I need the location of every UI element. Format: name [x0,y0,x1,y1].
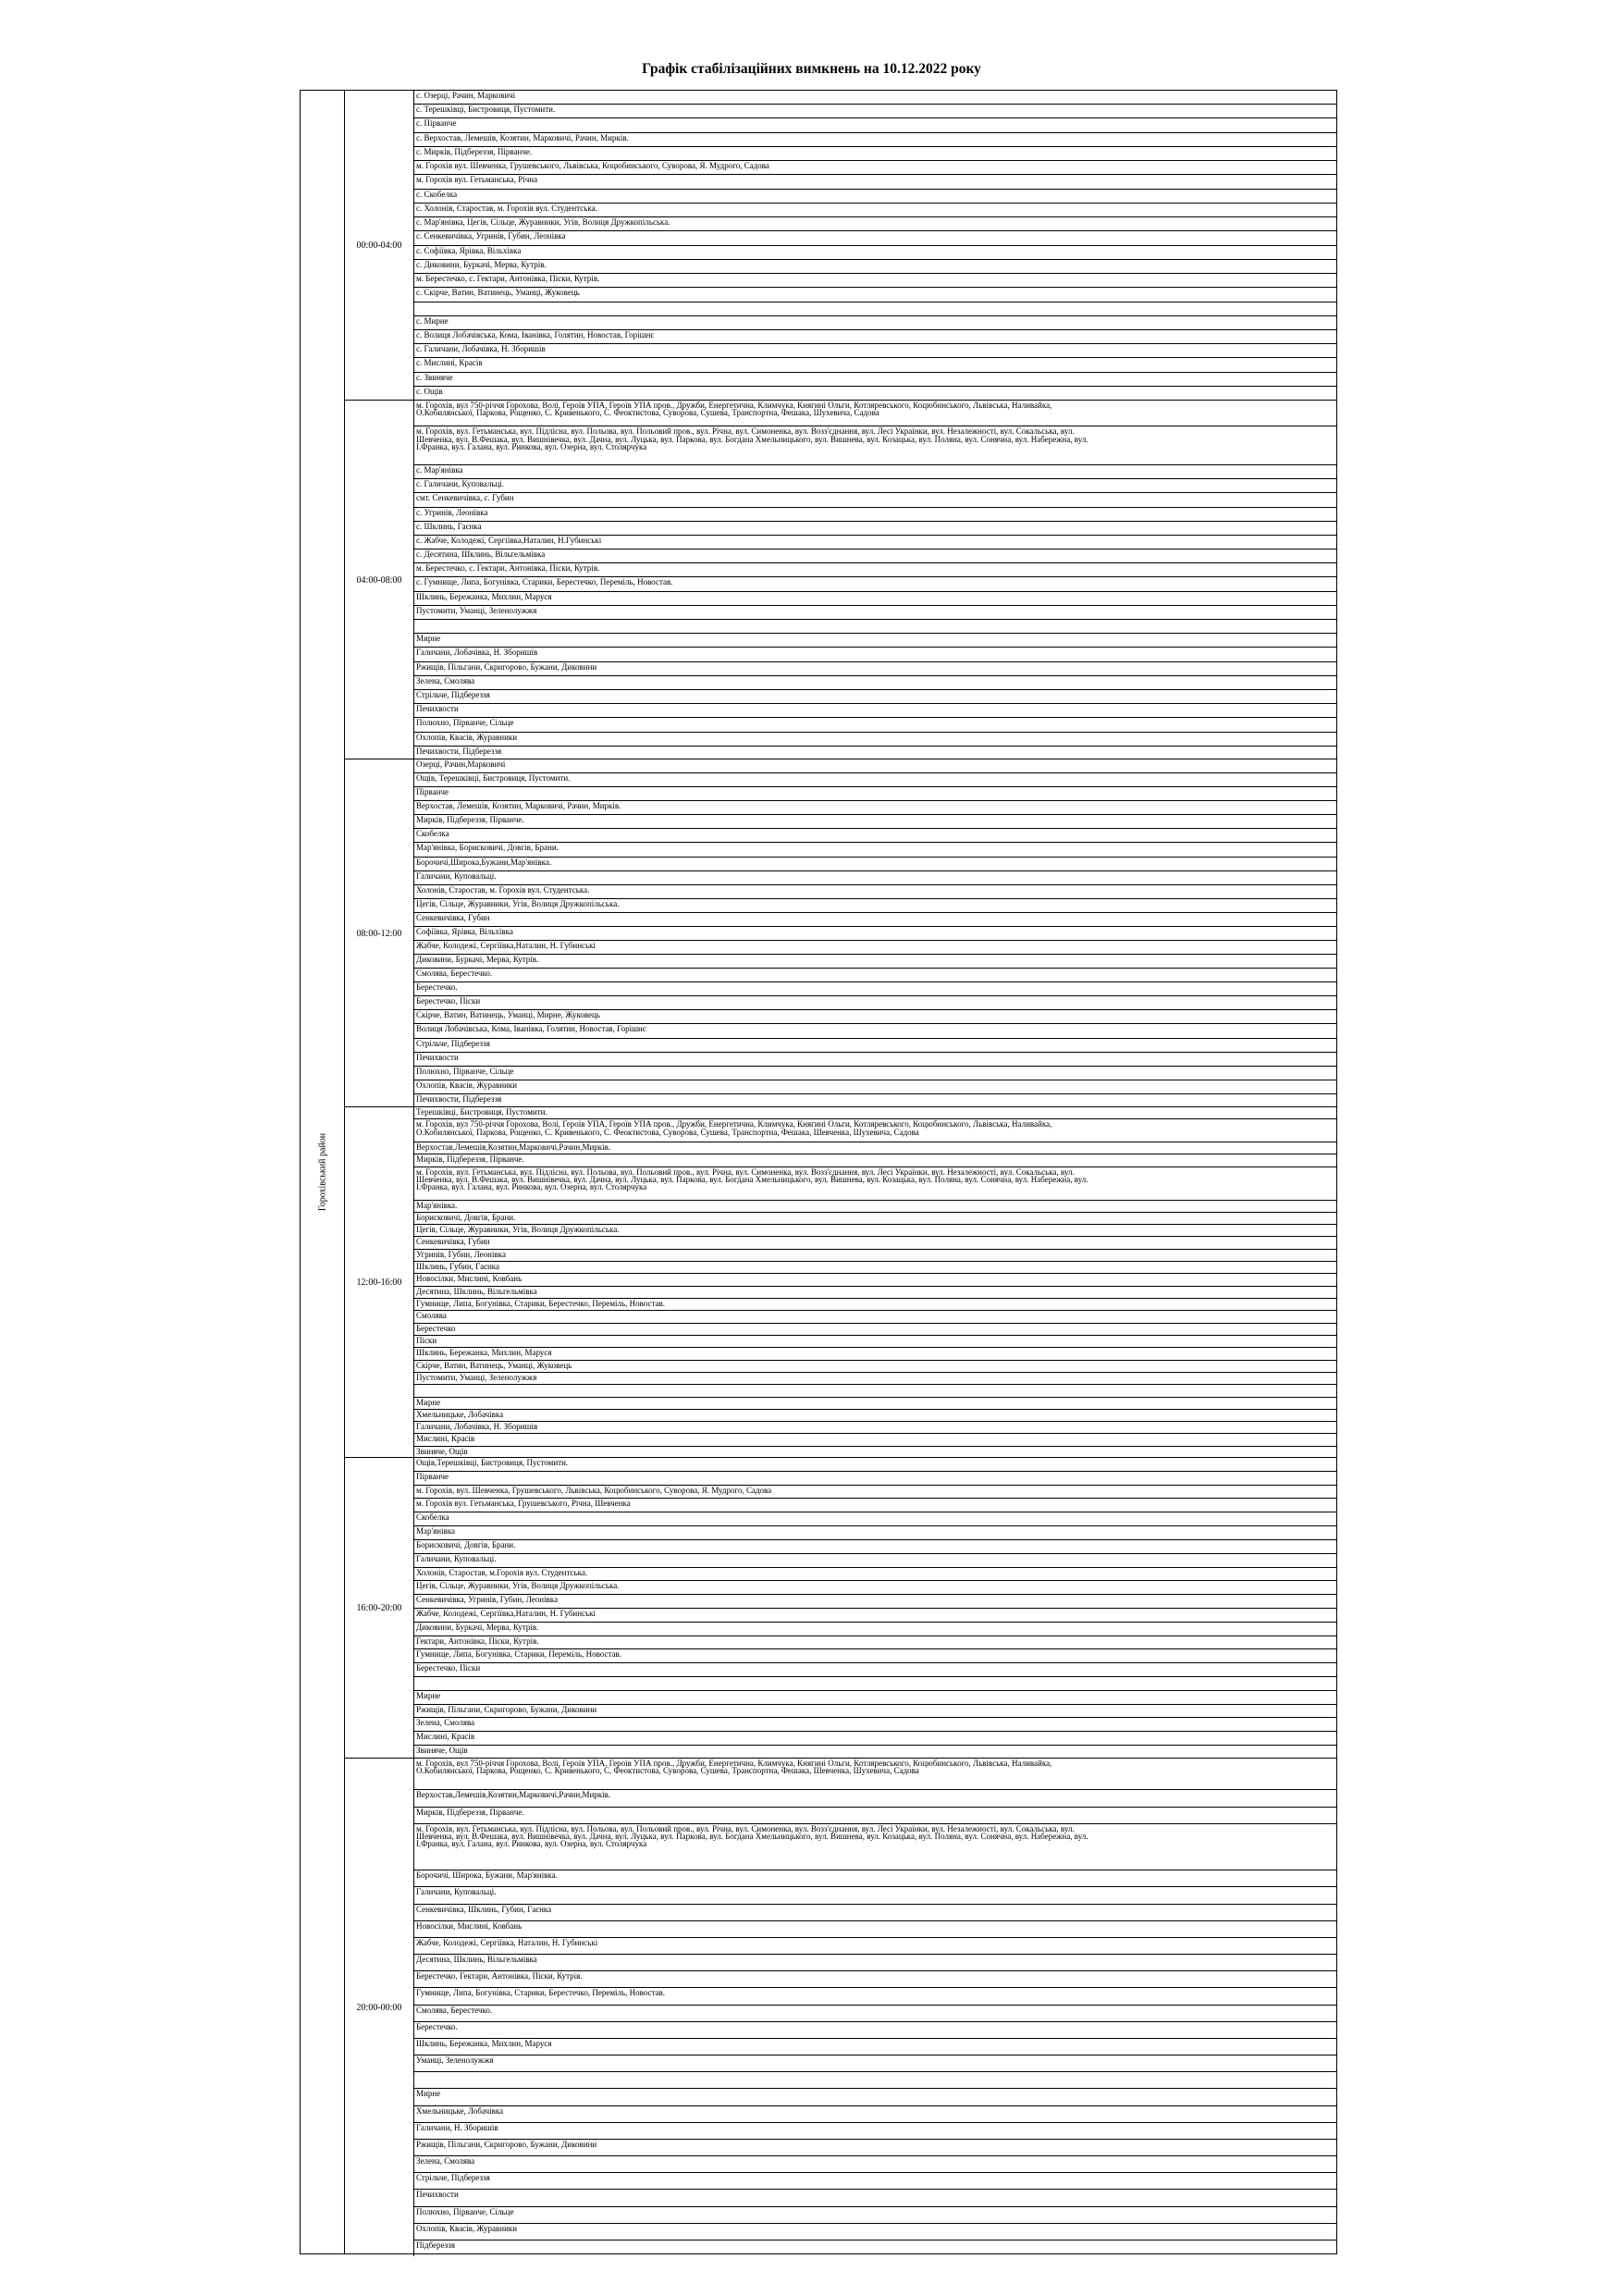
settlement-row: м. Горохів, вул 750-річчя Горохова, Волі, Героїв УПА, Героїв УПА пров., Дружби, Енергетична, Климчука, Княгині Ольги, Котляревського, Коцюбинського, Львівська, Наливайка, О.Кобилянської, Паркова, Рощенко, С. Кривенького, С. Феоктистова, Суворова, Сушева, Транспортна, Фешака, Шухевича, Садова [414,401,1336,426]
settlement-row: Угринів, Губин, Леонівка [414,1250,1336,1262]
settlement-row: Гумнище, Липа, Богунівка, Старики, Берестечко, Переміль, Новостав. [414,1988,1336,2005]
settlement-row: Мирне [414,1691,1336,1705]
settlement-row: Печихвости [414,2190,1336,2206]
settlement-row: м. Горохів вул. Шевченка, Грушевського, Львівська, Коцюбинського, Суворова, Я. Мудрого, Садова [414,161,1336,175]
settlement-row: Десятина, Шклинь, Вільгельмівка [414,1955,1336,1971]
settlement-row: Верхостав, Лемешів, Козятин, Марковичі, Рачин, Мирків. [414,801,1336,815]
settlement-row: Волиця Лобачівська, Кома, Іванівка, Голятин, Новостав, Горішнє [414,1024,1336,1038]
settlement-row: Мар'янівка. [414,1201,1336,1213]
schedule-table [300,90,1337,2254]
settlement-row: Берестечко [414,1324,1336,1336]
settlement-row: Берестечко. [414,2022,1336,2039]
settlement-row: м. Горохів вул. Гетьманська, Річна [414,175,1336,189]
settlement-row: с. Мирне [414,316,1336,330]
settlement-row [414,2072,1336,2089]
time-block [345,400,1336,759]
settlement-row: с. Мар'янівка [414,465,1336,479]
settlement-row: Верхостав,Лемешів,Козятин,Марковичі,Рачин,Мирків. [414,1142,1336,1154]
settlement-row: Ощів, Терешківці, Бистровиця, Пустомити. [414,773,1336,787]
settlement-row: Зелена, Смолява [414,2156,1336,2173]
settlement-row: Галичани, Куповальці. [414,871,1336,885]
settlement-row: Звиняче, Ощів [416,1746,468,1756]
settlement-row: с. Софіївка, Ярівка, Вільхівка [414,246,1336,260]
settlement-row: Мирків, Підбереззя, Пірванче. [414,1154,1336,1167]
settlement-row: Охлопів, Квасів, Журавники [414,733,1336,747]
settlement-row: Терешківці, Бистровиця, Пустомити. [414,1107,1336,1119]
settlement-row: смт. Сенкевичівка, с. Губин [414,493,1336,507]
settlement-row: Мирків, Підбереззя, Пірванче. [414,815,1336,829]
settlement-row: с. Мислині, Красів [414,358,1336,372]
settlement-row: Шклинь, Бережанка, Михлин, Маруся [414,1348,1336,1360]
settlement-row: Ржищів, Пільгани, Скригорово, Бужани, Диковини [414,1705,1336,1719]
settlement-row: Жабче, Колодежі, Сергіївка, Наталин, Н. Губинські [414,1938,1336,1955]
settlement-row: с. Верхостав, Лемешів, Козятин, Марковичі, Рачин, Мирків. [414,133,1336,147]
settlement-row [414,620,1336,634]
time-block [345,1758,1336,2256]
settlement-row: Печихвости, Підбереззя [416,746,502,756]
time-range: 12:00-16:00 [345,1107,414,1458]
settlement-row: с. Волиця Лобачівська, Кома, Іванівка, Голятин, Новостав, Горішнє [414,330,1336,344]
settlement-row: Смолява [414,1311,1336,1323]
settlement-row: м. Горохів, вул. Гетьманська, вул. Підлісна, вул. Польова, вул. Польовий пров., вул. Річна, вул. Симоненка, вул. Возз'єднання, вул. Лесі Українки, вул. Незалежності, вул. Сокальська, вул. Шевченка, вул. В.Фешака, вул. Вишнівечка, вул. Дачна, вул. Луцька, вул. Паркова, вул. Богдана Хмельницького, вул. Вишнева, вул. Козацька, вул. Поляна, вул. Сонячна, вул. Набережна, вул. І.Франка, вул. Галана, вул. Ринкова, вул. Озерна, вул. Столярчука [414,1824,1336,1871]
settlement-row: Сенкевичівка, Губин [414,913,1336,927]
settlement-row: Полюхно, Пірванче, Сільце [414,1067,1336,1080]
settlement-row: с. Галичани, Куповальці. [414,479,1336,493]
settlement-row: Мирне [414,2089,1336,2105]
settlement-row: Пустомити, Уманці, Зеленолужжя [414,1373,1336,1385]
settlement-row: м. Горохів, вул. Гетьманська, вул. Підлісна, вул. Польова, вул. Польовий пров., вул. Річна, вул. Симоненка, вул. Возз'єднання, вул. Лесі Українки, вул. Незалежності, вул. Сокальська, вул. Шевченка, вул. В.Фешака, вул. Вишнівечка, вул. Дачна, вул. Луцька, вул. Паркова, вул. Богдана Хмельницького, вул. Вишнева, вул. Козацька, вул. Поляна, вул. Сонячна, вул. Набережна, вул. І.Франка, вул. Галана, вул. Ринкова, вул. Озерна, вул. Столярчука [414,1167,1336,1201]
time-range: 16:00-20:00 [345,1458,414,1759]
settlement-row: Борисковичі, Довгів, Брани. [414,1540,1336,1554]
settlement-row: Холонів, Старостав, м.Горохів вул. Студентська. [414,1568,1336,1582]
settlement-row [414,1677,1336,1691]
settlement-row: Диковини, Буркачі, Мерва, Кутрів. [414,955,1336,969]
settlement-row: Мирків, Підбереззя, Пірванче. [414,1808,1336,1824]
settlement-row [414,1385,1336,1397]
settlement-row: м. Берестечко, с. Гектари, Антонівка, Піски, Кутрів. [414,274,1336,288]
settlement-row: Шклинь, Губин, Гаєнка [414,1262,1336,1274]
settlement-row: Шклинь, Бережанка, Михлин, Маруся [414,592,1336,606]
settlement-row: Полюхно, Пірванче, Сільце [414,2207,1336,2224]
settlement-row: с. Холонів, Старостав, м. Горохів вул. Студентська. [414,204,1336,217]
settlement-row: Жабче, Колодежі, Сергіївка,Наталин, Н. Губинські [414,1609,1336,1623]
settlement-row: Печихвости [414,704,1336,718]
time-block [345,1106,1336,1458]
settlement-row: м. Горохів, вул. Шевченка, Грушевського, Львівська, Коцюбинського, Суворова, Я. Мудрого, Садова [414,1486,1336,1500]
settlement-row: Новосілки, Мислині, Ковбань [414,1274,1336,1286]
time-block [345,759,1336,1107]
settlement-row: Берестечко, Піски [414,996,1336,1010]
district-cell [301,91,345,2253]
settlement-row: Галичани, Лобачівка, Н. Зборишів [414,648,1336,661]
settlement-row: Мислині, Красів [414,1732,1336,1746]
settlement-row: Диковини, Буркачі, Мерва, Кутрів. [414,1623,1336,1636]
settlement-row: Зелена, Смолява [414,1718,1336,1732]
settlement-row: Мар'янівка, Борисковичі, Довгів, Брани. [414,843,1336,857]
settlement-row: Мирне [414,634,1336,648]
settlement-row: Печихвости [414,1053,1336,1067]
settlement-row: Галичани, Н. Зборишів [414,2123,1336,2140]
settlement-row: Підбереззя [416,2240,455,2250]
settlement-list [414,91,1336,400]
settlement-row: Пірванче [414,1472,1336,1486]
settlement-list [414,1759,1336,2256]
settlement-row: Мислині, Красів [414,1434,1336,1446]
settlement-row: Хмельницьке, Лобачівка [414,1410,1336,1422]
settlement-row: Жабче, Колодежі, Сергіївка,Наталин, Н. Губинські [414,941,1336,955]
settlement-row: Уманці, Зеленолужжя [414,2055,1336,2072]
settlement-row: Берестечко, Гектари, Антонівка, Піски, Кутрів. [414,1971,1336,1988]
settlement-row: Піски [414,1336,1336,1348]
settlement-row: Хмельницьке, Лобачівка [414,2106,1336,2123]
settlement-row: Стрільче, Підбереззя [414,1039,1336,1053]
settlement-row: Галичани, Лобачівка, Н. Зборишів [414,1422,1336,1434]
settlement-row: Печихвости, Підбереззя [416,1093,502,1104]
settlement-row: Цегів, Сільце, Журавники, Угів, Волиця Дружкопільська. [414,1225,1336,1237]
settlement-row: Гектари, Антонівка, Піски, Кутрів. [414,1636,1336,1650]
settlement-row: Охлопів, Квасів, Журавники [414,1080,1336,1094]
settlement-list [414,401,1336,759]
settlement-row: Гумнище, Липа, Богунівка, Старики, Берестечко, Переміль, Новостав. [414,1299,1336,1311]
settlement-row: Шклинь, Бережанка, Михлин, Маруся [414,2039,1336,2055]
settlement-row: с. Звиняче [414,373,1336,387]
settlement-row [414,302,1336,316]
time-range: 08:00-12:00 [345,759,414,1107]
settlement-row: с. Гумнище, Липа, Богунівка, Старики, Берестечко, Переміль, Новостав. [414,577,1336,591]
settlement-row: Берестечко. [414,982,1336,996]
settlement-row: Сенкевичівка, Губин [414,1237,1336,1249]
settlement-row: Стрільче, Підбереззя [414,690,1336,704]
settlement-row: м. Горохів вул. Гетьманська, Грушевського, Річна, Шевченка [414,1499,1336,1512]
settlement-row: м. Берестечко, с. Гектари, Антонівка, Піски, Кутрів. [414,563,1336,577]
settlement-row: Десятина, Шклинь, Вільгельмівка [414,1287,1336,1299]
settlement-row: с. Мирків, Підбереззя, Пірванче. [414,147,1336,161]
settlement-row: Верхостав,Лемешів,Козятин,Марковичі,Рачин,Мирків. [414,1790,1336,1807]
settlement-row: Скобелка [414,829,1336,843]
settlement-row: Смолява, Берестечко. [414,2006,1336,2022]
time-block [345,1457,1336,1759]
time-range: 20:00-00:00 [345,1759,414,2256]
settlement-row: с. Ощів [416,386,443,396]
settlement-row: Пустомити, Уманці, Зеленолужжя [414,606,1336,620]
settlement-list [414,1107,1336,1458]
settlement-row: с. Скірче, Ватин, Ватинець, Уманці, Жуковець [414,288,1336,302]
settlement-row: с. Десятина, Шклинь, Вільгельмівка [414,549,1336,563]
settlement-row: Охлопів, Квасів, Журавники [414,2224,1336,2240]
settlement-row: Цегів, Сільце, Журавники, Угів, Волиця Дружкопільська. [414,899,1336,913]
settlement-row: Ощів,Терешківці, Бистровиця, Пустомити. [414,1458,1336,1472]
settlement-row: Зелена, Смолява [414,676,1336,690]
settlement-list [414,1458,1336,1759]
settlement-list [414,759,1336,1107]
settlement-row: Новосілки, Мислині, Ковбань [414,1921,1336,1938]
settlement-row: Берестечко, Піски [414,1663,1336,1677]
settlement-row: с. Терешківці, Бистровиця, Пустомити. [414,105,1336,118]
page-title: Графік стабілізаційних вимкнень на 10.12.2022 року [642,61,981,77]
settlement-row: Цегів, Сільце, Журавники, Угів, Волиця Дружкопільська. [414,1581,1336,1595]
settlement-row: Борочичі, Широка, Бужани, Мар'янівка. [414,1870,1336,1887]
settlement-row: с. Сенкевичівка, Угринів, Губин, Леонівка [414,231,1336,245]
settlement-row: Полюхно, Пірванче, Сільце [414,718,1336,732]
settlement-row: Мар'янівка [414,1526,1336,1540]
settlement-row: Скірче, Ватин, Ватинець, Уманці, Мирне, Жуковець [414,1010,1336,1024]
settlement-row: Ржищів, Пільгани, Скригорово, Бужани, Диковини [414,662,1336,676]
settlement-row: Борисковичі, Довгів, Брани. [414,1213,1336,1225]
settlement-row: Скірче, Ватин, Ватинець, Уманці, Жуковець [414,1361,1336,1373]
settlement-row: с. Диковини, Буркачі, Мерва, Кутрів. [414,260,1336,274]
settlement-row: м. Горохів, вул. Гетьманська, вул. Підлісна, вул. Польова, вул. Польовий пров., вул. Річна, вул. Симоненка, вул. Возз'єднання, вул. Лесі Українки, вул. Незалежності, вул. Сокальська, вул. Шевченка, вул. В.Фешака, вул. Вишнівечка, вул. Дачна, вул. Луцька, вул. Паркова, вул. Богдана Хмельницького, вул. Вишнева, вул. Козацька, вул. Поляна, вул. Сонячна, вул. Набережна, вул. І.Франка, вул. Галана, вул. Ринкова, вул. Озерна, вул. Столярчука [414,426,1336,465]
settlement-row: с. Жабче, Колодежі, Сергіївка,Наталин, Н.Губинські [414,536,1336,549]
settlement-row: м. Горохів, вул 750-річчя Горохова, Волі, Героїв УПА, Героїв УПА пров., Дружби, Енергетична, Климчука, Княгині Ольги, Котляревського, Коцюбинського, Львівська, Наливайка, О.Кобилянської, Паркова, Рощенко, С. Кривенького, С. Феоктистова, Суворова, Сушева, Транспортна, Фешака, Шевченка, Шухевича, Садова [414,1119,1336,1142]
settlement-row: с. Угринів, Леонівка [414,508,1336,522]
settlement-row: Софіївка, Ярівка, Вільхівка [414,927,1336,941]
settlement-row: Стрільче, Підбереззя [414,2173,1336,2190]
settlement-row: м. Горохів, вул 750-річчя Горохова, Волі, Героїв УПА, Героїв УПА пров., Дружби, Енергетична, Климчука, Княгині Ольги, Котляревського, Коцюбинського, Львівська, Наливайка, О.Кобилянської, Паркова, Рощенко, С. Кривенького, С. Феоктистова, Суворова, Сушева, Транспортна, Фешака, Шевченка, Шухевича, Садова [414,1759,1336,1790]
time-range: 00:00-04:00 [345,91,414,400]
settlement-row: Галичани, Куповальці. [414,1887,1336,1904]
time-range: 04:00-08:00 [345,401,414,759]
district-label: Горохівський район [317,1132,327,1212]
settlement-row: Звиняче, Ощів [416,1446,468,1456]
settlement-row: с. Пірванче [414,118,1336,132]
settlement-row: Смолява, Берестечко. [414,969,1336,982]
settlement-row: Борочичі,Широка,Бужани,Мар'янівка. [414,858,1336,871]
settlement-row: с. Скобелка [414,190,1336,204]
settlement-row: Холонів, Старостав, м. Горохів вул. Студентська. [414,885,1336,899]
settlement-row: Скобелка [414,1512,1336,1526]
settlement-row: Пірванче [414,787,1336,801]
settlement-row: с. Озерці, Рачин, Марковичі [414,91,1336,105]
settlement-row: с. Мар'янівка, Цегів, Сільце, Журавники, Угів, Волиця Дружкопільська. [414,217,1336,231]
settlement-row: с. Галичани, Лобачівка, Н. Зборишів [414,344,1336,358]
settlement-row: Мирне [414,1398,1336,1410]
settlement-row: Озерці, Рачин,Марковичі [414,759,1336,773]
settlement-row: Ржищів, Пільгани, Скригорово, Бужани, Диковини [414,2140,1336,2156]
settlement-row: Сенкевичівка, Угринів, Губин, Леонівка [414,1595,1336,1609]
settlement-row: Галичани, Куповальці. [414,1554,1336,1568]
settlement-row: Гумнище, Липа, Богунівка, Старики, Переміль, Новостав. [414,1649,1336,1663]
settlement-row: с. Шклинь, Гаєнка [414,522,1336,536]
time-block [345,91,1336,400]
settlement-row: Сенкевичівка, Шклинь, Губин, Гаєнка [414,1905,1336,1921]
